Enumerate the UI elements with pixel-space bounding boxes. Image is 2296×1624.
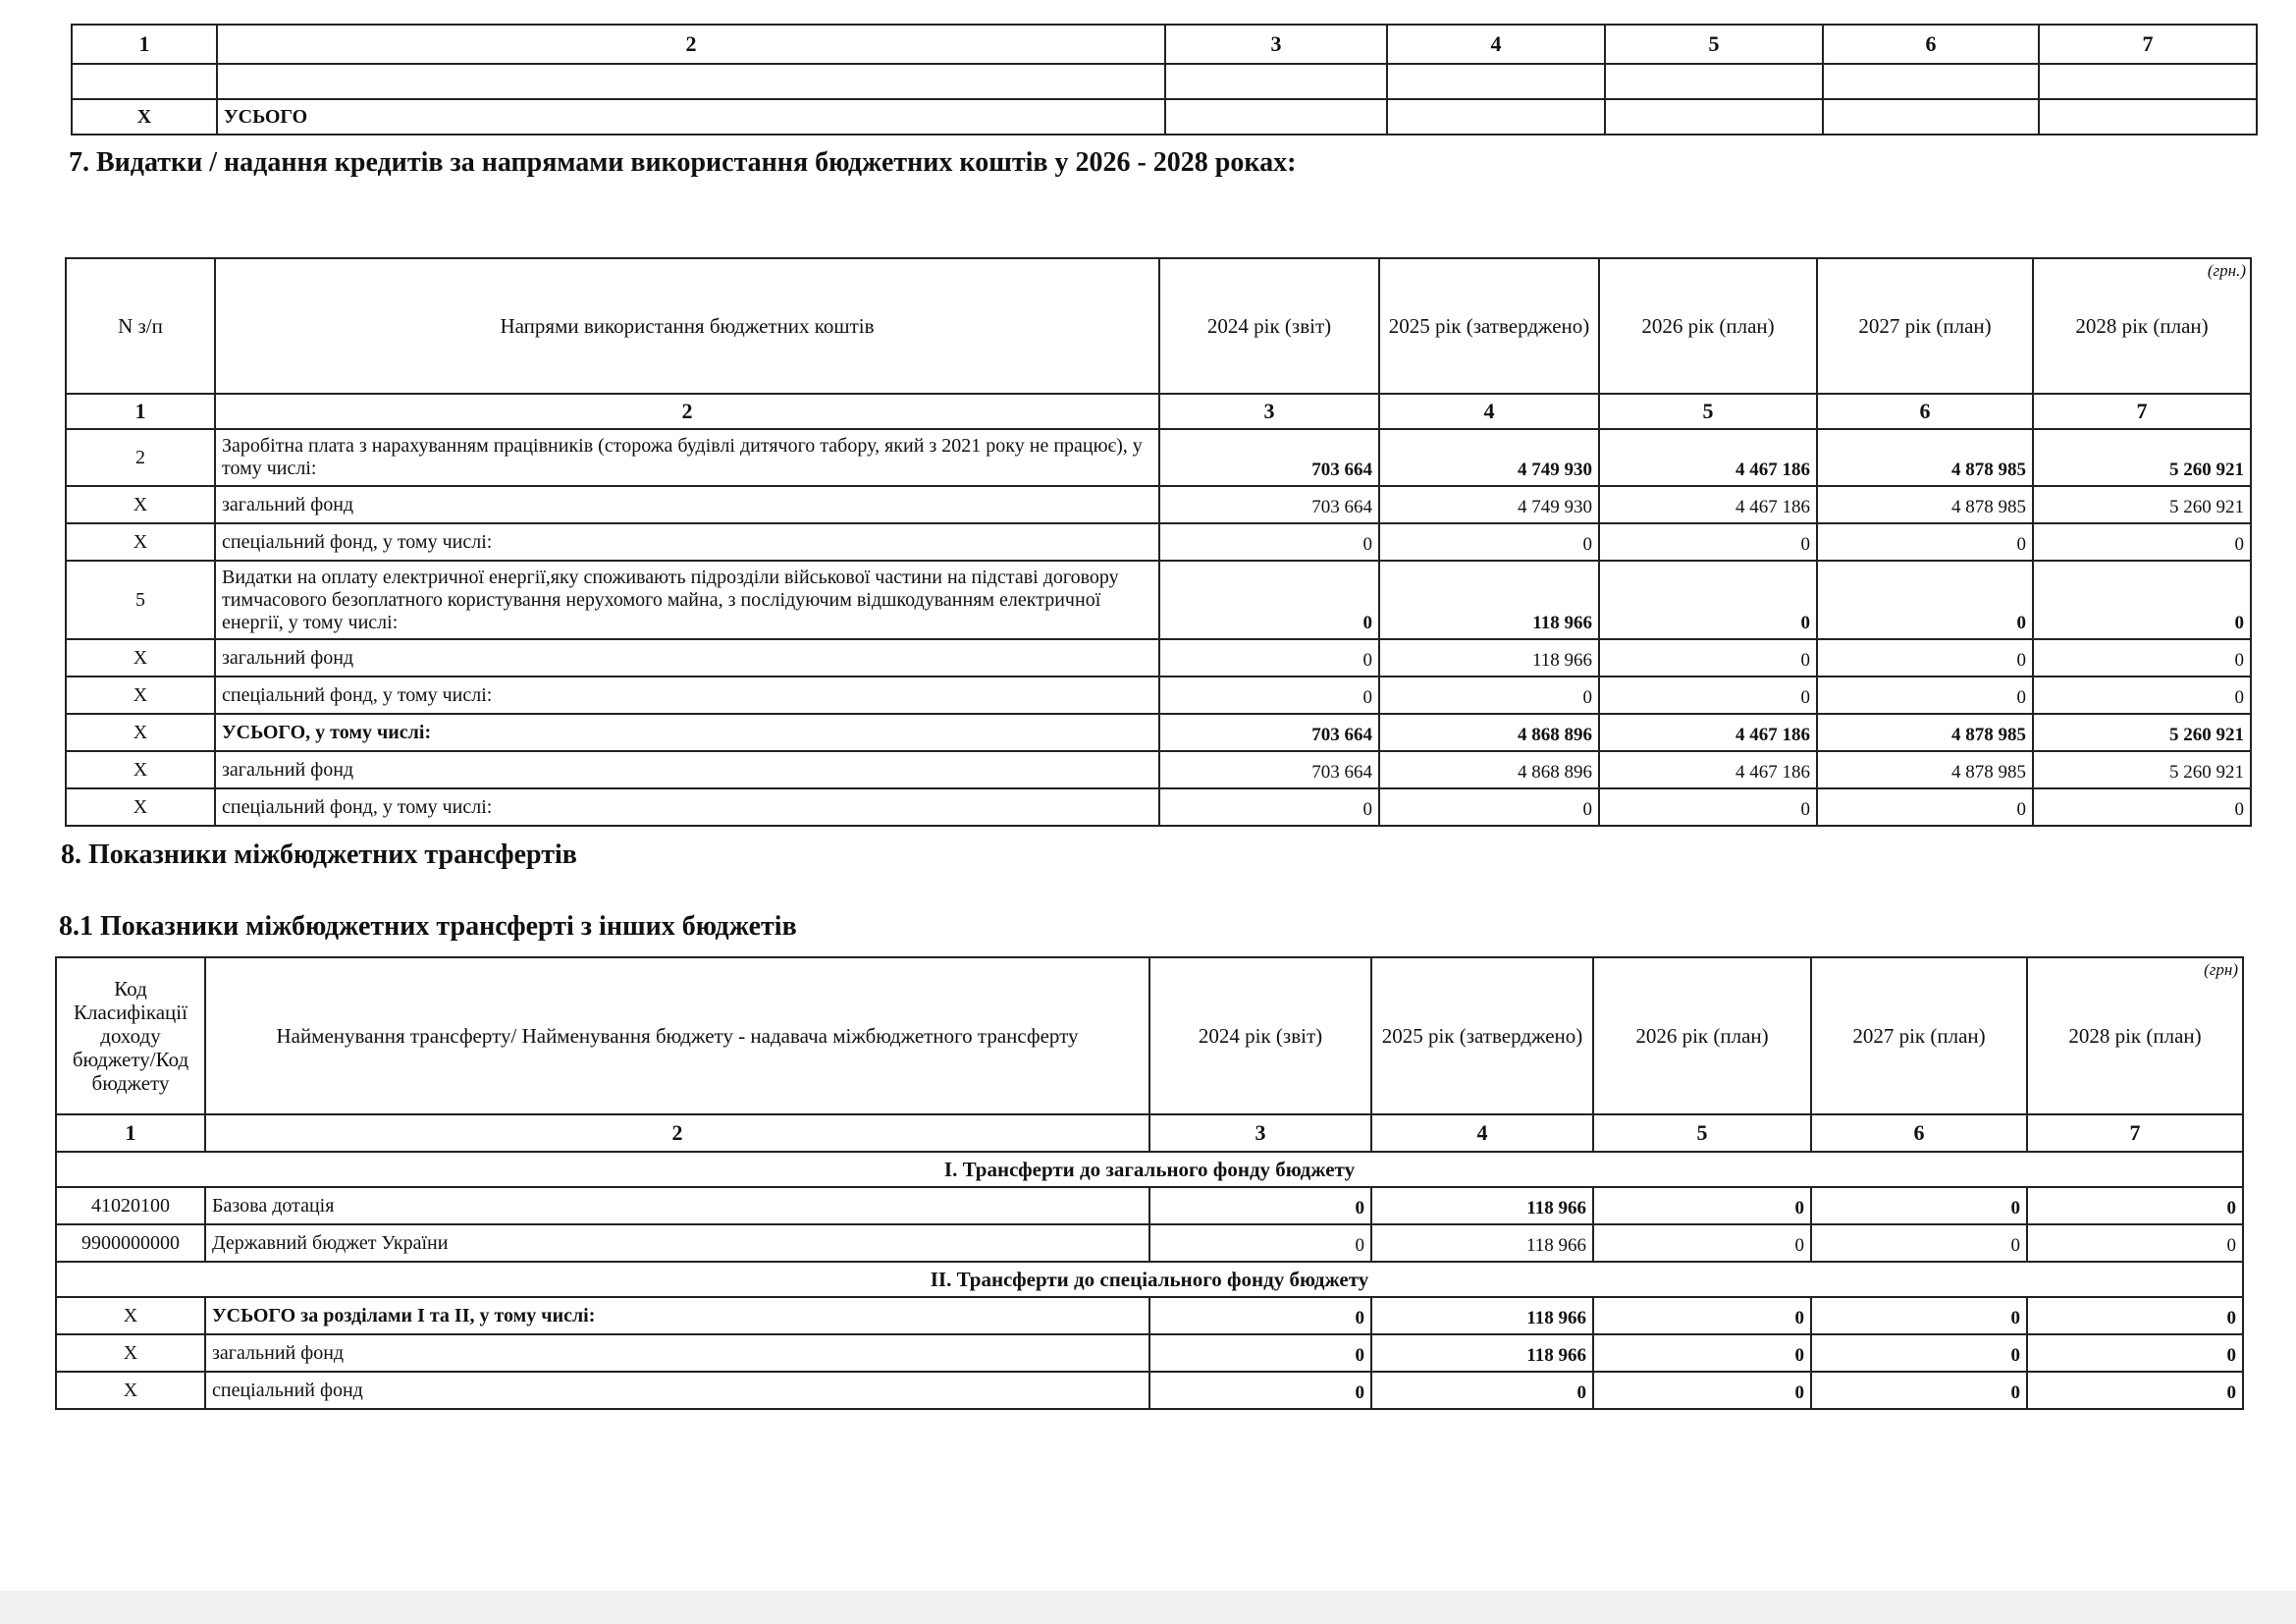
row-label: спеціальний фонд, у тому числі: xyxy=(215,788,1159,826)
header-2027: 2027 рік (план) xyxy=(1811,957,2027,1114)
value-cell: 0 xyxy=(1817,788,2033,826)
value-cell: 0 xyxy=(1149,1187,1371,1224)
index-row xyxy=(72,25,2257,64)
index-cell: 7 xyxy=(2027,1114,2243,1152)
unit-label: (грн.) xyxy=(2207,261,2246,280)
index-cell: 3 xyxy=(1159,394,1379,429)
value-cell: 0 xyxy=(1159,788,1379,826)
value-cell: 703 664 xyxy=(1159,486,1379,523)
table-row xyxy=(56,1224,2243,1262)
value-cell: 4 878 985 xyxy=(1817,714,2033,751)
value-cell: 703 664 xyxy=(1159,429,1379,486)
row-number: Х xyxy=(56,1297,205,1334)
value-cell: 0 xyxy=(1149,1297,1371,1334)
table-row xyxy=(66,561,2251,639)
index-cell: 3 xyxy=(1149,1114,1371,1152)
row-label: Видатки на оплату електричної енергії,яку споживають підрозділи військової частини на підставі договору тимчасового безоплатного користування нерухомого майна, з послідуючим відшкодуванням електричної енергії, у тому числі: xyxy=(215,561,1159,639)
table-row xyxy=(66,677,2251,714)
value-cell: 4 878 985 xyxy=(1817,751,2033,788)
section2-title-row xyxy=(56,1262,2243,1297)
value-cell: 0 xyxy=(2033,639,2251,677)
value-cell: 4 868 896 xyxy=(1379,751,1599,788)
value-cell: 0 xyxy=(2027,1187,2243,1224)
value-cell: 118 966 xyxy=(1371,1187,1593,1224)
value-cell: 0 xyxy=(2033,561,2251,639)
index-cell: 4 xyxy=(1371,1114,1593,1152)
value-cell: 4 868 896 xyxy=(1379,714,1599,751)
value-cell: 0 xyxy=(1159,561,1379,639)
value-cell: 0 xyxy=(1593,1372,1811,1409)
value-cell: 4 878 985 xyxy=(1817,429,2033,486)
index-cell: 4 xyxy=(1387,25,1605,64)
index-cell: 5 xyxy=(1605,25,1823,64)
index-cell: 5 xyxy=(1593,1114,1811,1152)
value-cell: 0 xyxy=(1599,788,1817,826)
total-row xyxy=(72,99,2257,135)
value-cell: 4 467 186 xyxy=(1599,714,1817,751)
header-2026: 2026 рік (план) xyxy=(1593,957,1811,1114)
value-cell: 0 xyxy=(1159,677,1379,714)
row-number: Х xyxy=(66,639,215,677)
header-number: N з/п xyxy=(66,258,215,394)
value-cell: 0 xyxy=(1149,1372,1371,1409)
value-cell: 0 xyxy=(1811,1297,2027,1334)
value-cell: 0 xyxy=(1817,677,2033,714)
index-cell: 6 xyxy=(1817,394,2033,429)
table-row xyxy=(66,523,2251,561)
section81-heading: 8.1 Показники міжбюджетних трансферті з інших бюджетів xyxy=(59,911,797,942)
value-cell: 0 xyxy=(1149,1334,1371,1372)
value-cell: 118 966 xyxy=(1371,1224,1593,1262)
index-cell: 6 xyxy=(1823,25,2039,64)
value-cell: 0 xyxy=(1817,523,2033,561)
value-cell: 5 260 921 xyxy=(2033,751,2251,788)
row-number: 2 xyxy=(66,429,215,486)
index-cell: 4 xyxy=(1379,394,1599,429)
index-cell: 1 xyxy=(56,1114,205,1152)
value-cell: 0 xyxy=(1599,561,1817,639)
value-cell: 703 664 xyxy=(1159,714,1379,751)
section7-heading: 7. Видатки / надання кредитів за напрямами використання бюджетних коштів у 2026 - 2028 роках: xyxy=(69,147,1297,178)
row-label: спеціальний фонд, у тому числі: xyxy=(215,523,1159,561)
row-number: Х xyxy=(66,788,215,826)
row-number: 41020100 xyxy=(56,1187,205,1224)
value-cell: 0 xyxy=(1593,1334,1811,1372)
value-cell: 0 xyxy=(1149,1224,1371,1262)
table-row xyxy=(56,1334,2243,1372)
section1-rows xyxy=(56,1187,2243,1262)
value-cell: 0 xyxy=(1811,1224,2027,1262)
index-cell: 3 xyxy=(1165,25,1387,64)
table-row xyxy=(66,486,2251,523)
row-number: 5 xyxy=(66,561,215,639)
index-cell: 2 xyxy=(215,394,1159,429)
value-cell: 0 xyxy=(2033,677,2251,714)
row-label: загальний фонд xyxy=(205,1334,1149,1372)
row-label: Державний бюджет України xyxy=(205,1224,1149,1262)
index-cell: 1 xyxy=(66,394,215,429)
value-cell: 4 749 930 xyxy=(1379,429,1599,486)
value-cell: 0 xyxy=(1379,677,1599,714)
header-code: Код Класифікації доходу бюджету/Код бюджету xyxy=(56,957,205,1114)
value-cell: 5 260 921 xyxy=(2033,429,2251,486)
value-cell: 0 xyxy=(1599,639,1817,677)
value-cell: 0 xyxy=(2027,1372,2243,1409)
header-2028: (грн.) 2028 рік (план) xyxy=(2033,258,2251,394)
value-cell: 0 xyxy=(2033,788,2251,826)
value-cell: 118 966 xyxy=(1371,1334,1593,1372)
value-cell: 0 xyxy=(1159,523,1379,561)
section2-title: ІІ. Трансферти до спеціального фонду бюджету xyxy=(56,1262,2243,1297)
value-cell: 0 xyxy=(1593,1187,1811,1224)
header-2024: 2024 рік (звіт) xyxy=(1149,957,1371,1114)
table-row xyxy=(66,429,2251,486)
header-transfer-name: Найменування трансферту/ Найменування бюджету - надавача міжбюджетного трансферту xyxy=(205,957,1149,1114)
value-cell: 0 xyxy=(1159,639,1379,677)
table-row xyxy=(66,751,2251,788)
value-cell: 0 xyxy=(1817,561,2033,639)
header-2024: 2024 рік (звіт) xyxy=(1159,258,1379,394)
value-cell: 0 xyxy=(2027,1224,2243,1262)
row-label: Базова дотація xyxy=(205,1187,1149,1224)
value-cell: 4 467 186 xyxy=(1599,429,1817,486)
value-cell: 0 xyxy=(1811,1334,2027,1372)
row-number: Х xyxy=(56,1334,205,1372)
value-cell: 118 966 xyxy=(1379,639,1599,677)
top-continuation-table xyxy=(71,24,2258,135)
value-cell: 0 xyxy=(1599,523,1817,561)
row-number: Х xyxy=(66,677,215,714)
header-2027: 2027 рік (план) xyxy=(1817,258,2033,394)
index-cell: 6 xyxy=(1811,1114,2027,1152)
value-cell: 4 467 186 xyxy=(1599,751,1817,788)
row-number: Х xyxy=(66,714,215,751)
row-label: спеціальний фонд, у тому числі: xyxy=(215,677,1159,714)
row-label: загальний фонд xyxy=(215,486,1159,523)
value-cell: 0 xyxy=(1379,523,1599,561)
value-cell: 0 xyxy=(1379,788,1599,826)
value-cell: 4 749 930 xyxy=(1379,486,1599,523)
row-label: загальний фонд xyxy=(215,639,1159,677)
value-cell: 0 xyxy=(1371,1372,1593,1409)
row-label: спеціальний фонд xyxy=(205,1372,1149,1409)
value-cell: 118 966 xyxy=(1371,1297,1593,1334)
value-cell: 0 xyxy=(1593,1297,1811,1334)
value-cell: 0 xyxy=(1817,639,2033,677)
unit-label: (грн) xyxy=(2204,960,2238,979)
row-label: УСЬОГО за розділами І та ІІ, у тому числі: xyxy=(205,1297,1149,1334)
page-bottom-band xyxy=(0,1591,2296,1624)
value-cell: 4 878 985 xyxy=(1817,486,2033,523)
total-rows xyxy=(56,1297,2243,1409)
section81-header-row xyxy=(56,957,2243,1114)
section7-header-row xyxy=(66,258,2251,394)
row-number: Х xyxy=(66,523,215,561)
value-cell: 0 xyxy=(1811,1187,2027,1224)
section7-table xyxy=(65,257,2252,827)
section1-title-row xyxy=(56,1152,2243,1187)
index-row xyxy=(66,394,2251,429)
value-cell: 0 xyxy=(2027,1334,2243,1372)
index-cell: 5 xyxy=(1599,394,1817,429)
section7-rows xyxy=(66,429,2251,826)
row-label: Заробітна плата з нарахуванням працівників (сторожа будівлі дитячого табору, який з 2021 року не працює), у тому числі: xyxy=(215,429,1159,486)
header-2028: (грн) 2028 рік (план) xyxy=(2027,957,2243,1114)
index-cell: 7 xyxy=(2039,25,2257,64)
index-cell: 2 xyxy=(217,25,1165,64)
table-row xyxy=(66,639,2251,677)
section8-heading: 8. Показники міжбюджетних трансфертів xyxy=(61,839,577,870)
index-cell: 2 xyxy=(205,1114,1149,1152)
row-number: 9900000000 xyxy=(56,1224,205,1262)
row-number: Х xyxy=(66,486,215,523)
value-cell: 703 664 xyxy=(1159,751,1379,788)
total-row-number: Х xyxy=(72,99,217,135)
header-2026: 2026 рік (план) xyxy=(1599,258,1817,394)
table-row xyxy=(66,714,2251,751)
value-cell: 5 260 921 xyxy=(2033,486,2251,523)
section81-table xyxy=(55,956,2244,1410)
value-cell: 0 xyxy=(1599,677,1817,714)
header-direction: Напрями використання бюджетних коштів xyxy=(215,258,1159,394)
table-row xyxy=(66,788,2251,826)
index-cell: 7 xyxy=(2033,394,2251,429)
header-2025: 2025 рік (затверджено) xyxy=(1371,957,1593,1114)
value-cell: 4 467 186 xyxy=(1599,486,1817,523)
index-row xyxy=(56,1114,2243,1152)
value-cell: 0 xyxy=(2033,523,2251,561)
empty-row xyxy=(72,64,2257,99)
row-label: загальний фонд xyxy=(215,751,1159,788)
value-cell: 0 xyxy=(1811,1372,2027,1409)
index-cell: 1 xyxy=(72,25,217,64)
value-cell: 0 xyxy=(2027,1297,2243,1334)
value-cell: 5 260 921 xyxy=(2033,714,2251,751)
value-cell: 0 xyxy=(1593,1224,1811,1262)
table-row xyxy=(56,1187,2243,1224)
row-number: Х xyxy=(66,751,215,788)
table-row xyxy=(56,1372,2243,1409)
row-number: Х xyxy=(56,1372,205,1409)
header-2025: 2025 рік (затверджено) xyxy=(1379,258,1599,394)
row-label: УСЬОГО, у тому числі: xyxy=(215,714,1159,751)
table-row xyxy=(56,1297,2243,1334)
section1-title: І. Трансферти до загального фонду бюджету xyxy=(56,1152,2243,1187)
value-cell: 118 966 xyxy=(1379,561,1599,639)
total-row-label: УСЬОГО xyxy=(217,99,1165,135)
